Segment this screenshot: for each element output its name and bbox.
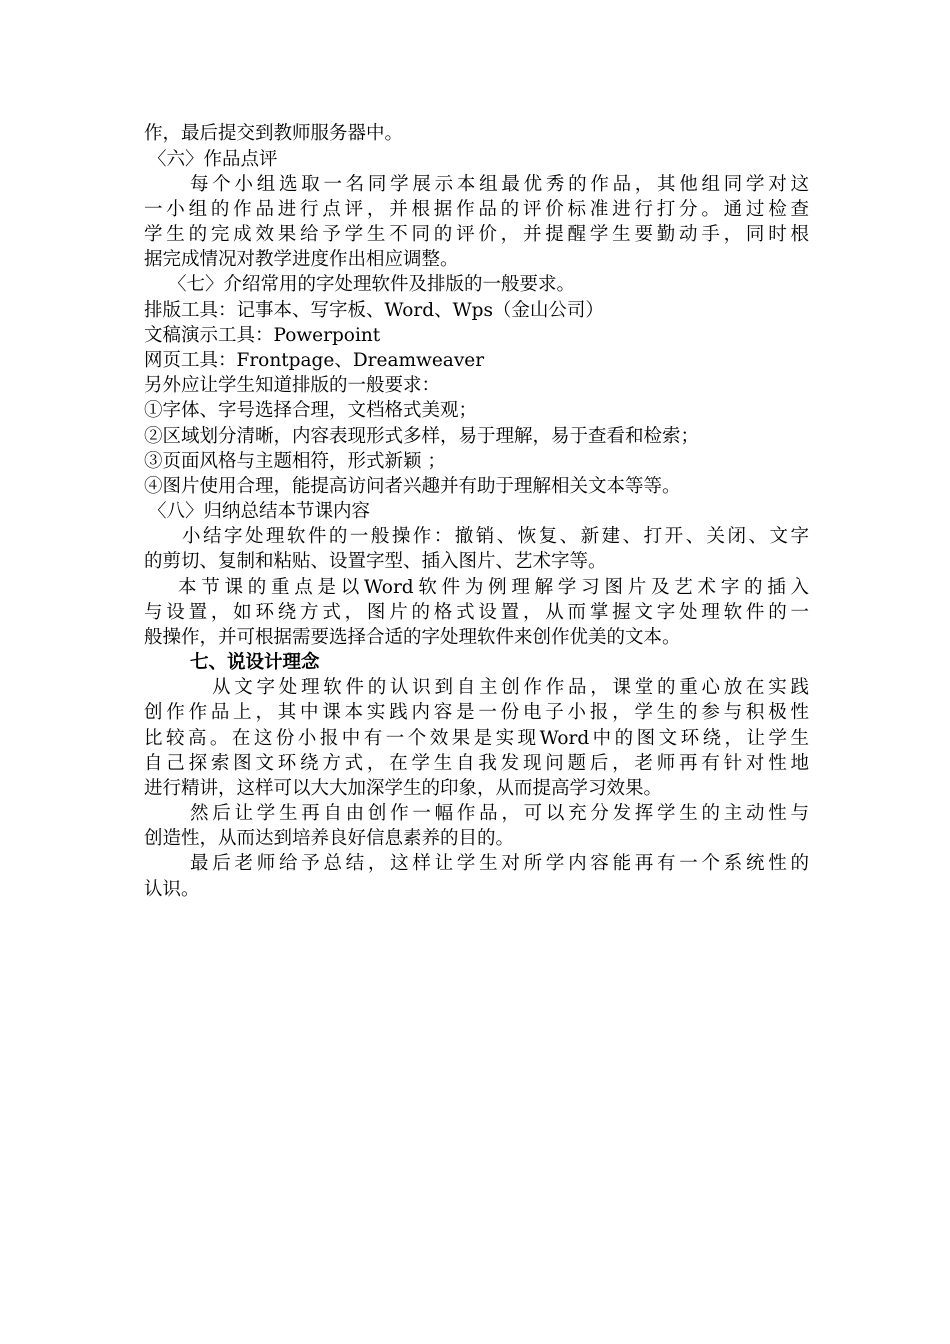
text-line: 然后让学生再自由创作一幅作品，可以充分发挥学生的主动性与 — [190, 803, 809, 824]
text-line: 小结字处理软件的一般操作：撤销、恢复、新建、打开、关闭、文字 — [182, 526, 809, 547]
text-line: 一小组的作品进行点评，并根据作品的评价标准进行打分。通过检查 — [144, 199, 809, 220]
text-line: 认识。 — [144, 879, 200, 900]
list-item: ①字体、字号选择合理，文档格式美观； — [144, 400, 478, 421]
text-line: 作，最后提交到教师服务器中。 — [144, 123, 404, 144]
text-line: 最后老师给予总结，这样让学生对所学内容能再有一个系统性的 — [190, 853, 809, 874]
text-line: 学生的完成效果给予学生不同的评价，并提醒学生要勤动手，同时根 — [144, 224, 809, 245]
text-line: 般操作，并可根据需要选择合适的字处理软件来创作优美的文本。 — [144, 627, 681, 648]
text-line: 另外应让学生知道排版的一般要求： — [144, 375, 441, 396]
text-line: 创作作品上，其中课本实践内容是一份电子小报，学生的参与积极性 — [144, 702, 809, 723]
text-line: 自己探索图文环绕方式，在学生自我发现问题后，老师再有针对性地 — [144, 753, 809, 774]
text-line: 排版工具：记事本、写字板、Word、Wps（金山公司） — [144, 300, 604, 321]
section-heading-6: 〈六〉作品点评 — [148, 149, 278, 170]
text-line: 比较高。在这份小报中有一个效果是实现Word中的图文环绕，让学生 — [144, 728, 809, 749]
text-line: 据完成情况对教学进度作出相应调整。 — [144, 249, 459, 270]
text-line: 与设置，如环绕方式，图片的格式设置，从而掌握文字处理软件的一 — [144, 602, 809, 623]
text-line: 每个小组选取一名同学展示本组最优秀的作品，其他组同学对这 — [190, 174, 809, 195]
list-item: ②区域划分清晰，内容表现形式多样，易于理解，易于查看和检索； — [144, 426, 700, 447]
page-heading: 七、说设计理念 — [190, 652, 320, 673]
list-item: ③页面风格与主题相符，形式新颖 ； — [144, 451, 446, 472]
text-line: 创造性，从而达到培养良好信息素养的目的。 — [144, 828, 515, 849]
list-item: ④图片使用合理，能提高访问者兴趣并有助于理解相关文本等等。 — [144, 476, 681, 497]
text-line: 文稿演示工具：Powerpoint — [144, 325, 381, 346]
section-heading-8: 〈八〉归纳总结本节课内容 — [148, 501, 371, 522]
text-line: 本节课的重点是以Word软件为例理解学习图片及艺术字的插入 — [178, 577, 809, 598]
section-heading-7: 〈七〉介绍常用的字处理软件及排版的一般要求。 — [168, 274, 576, 295]
text-line: 进行精讲，这样可以大大加深学生的印象，从而提高学习效果。 — [144, 778, 663, 799]
text-line: 网页工具：Frontpage、Dreamweaver — [144, 350, 485, 371]
text-line: 从文字处理软件的认识到自主创作作品，课堂的重心放在实践 — [212, 677, 809, 698]
text-line: 的剪切、复制和粘贴、设置字型、插入图片、艺术字等。 — [144, 551, 607, 572]
